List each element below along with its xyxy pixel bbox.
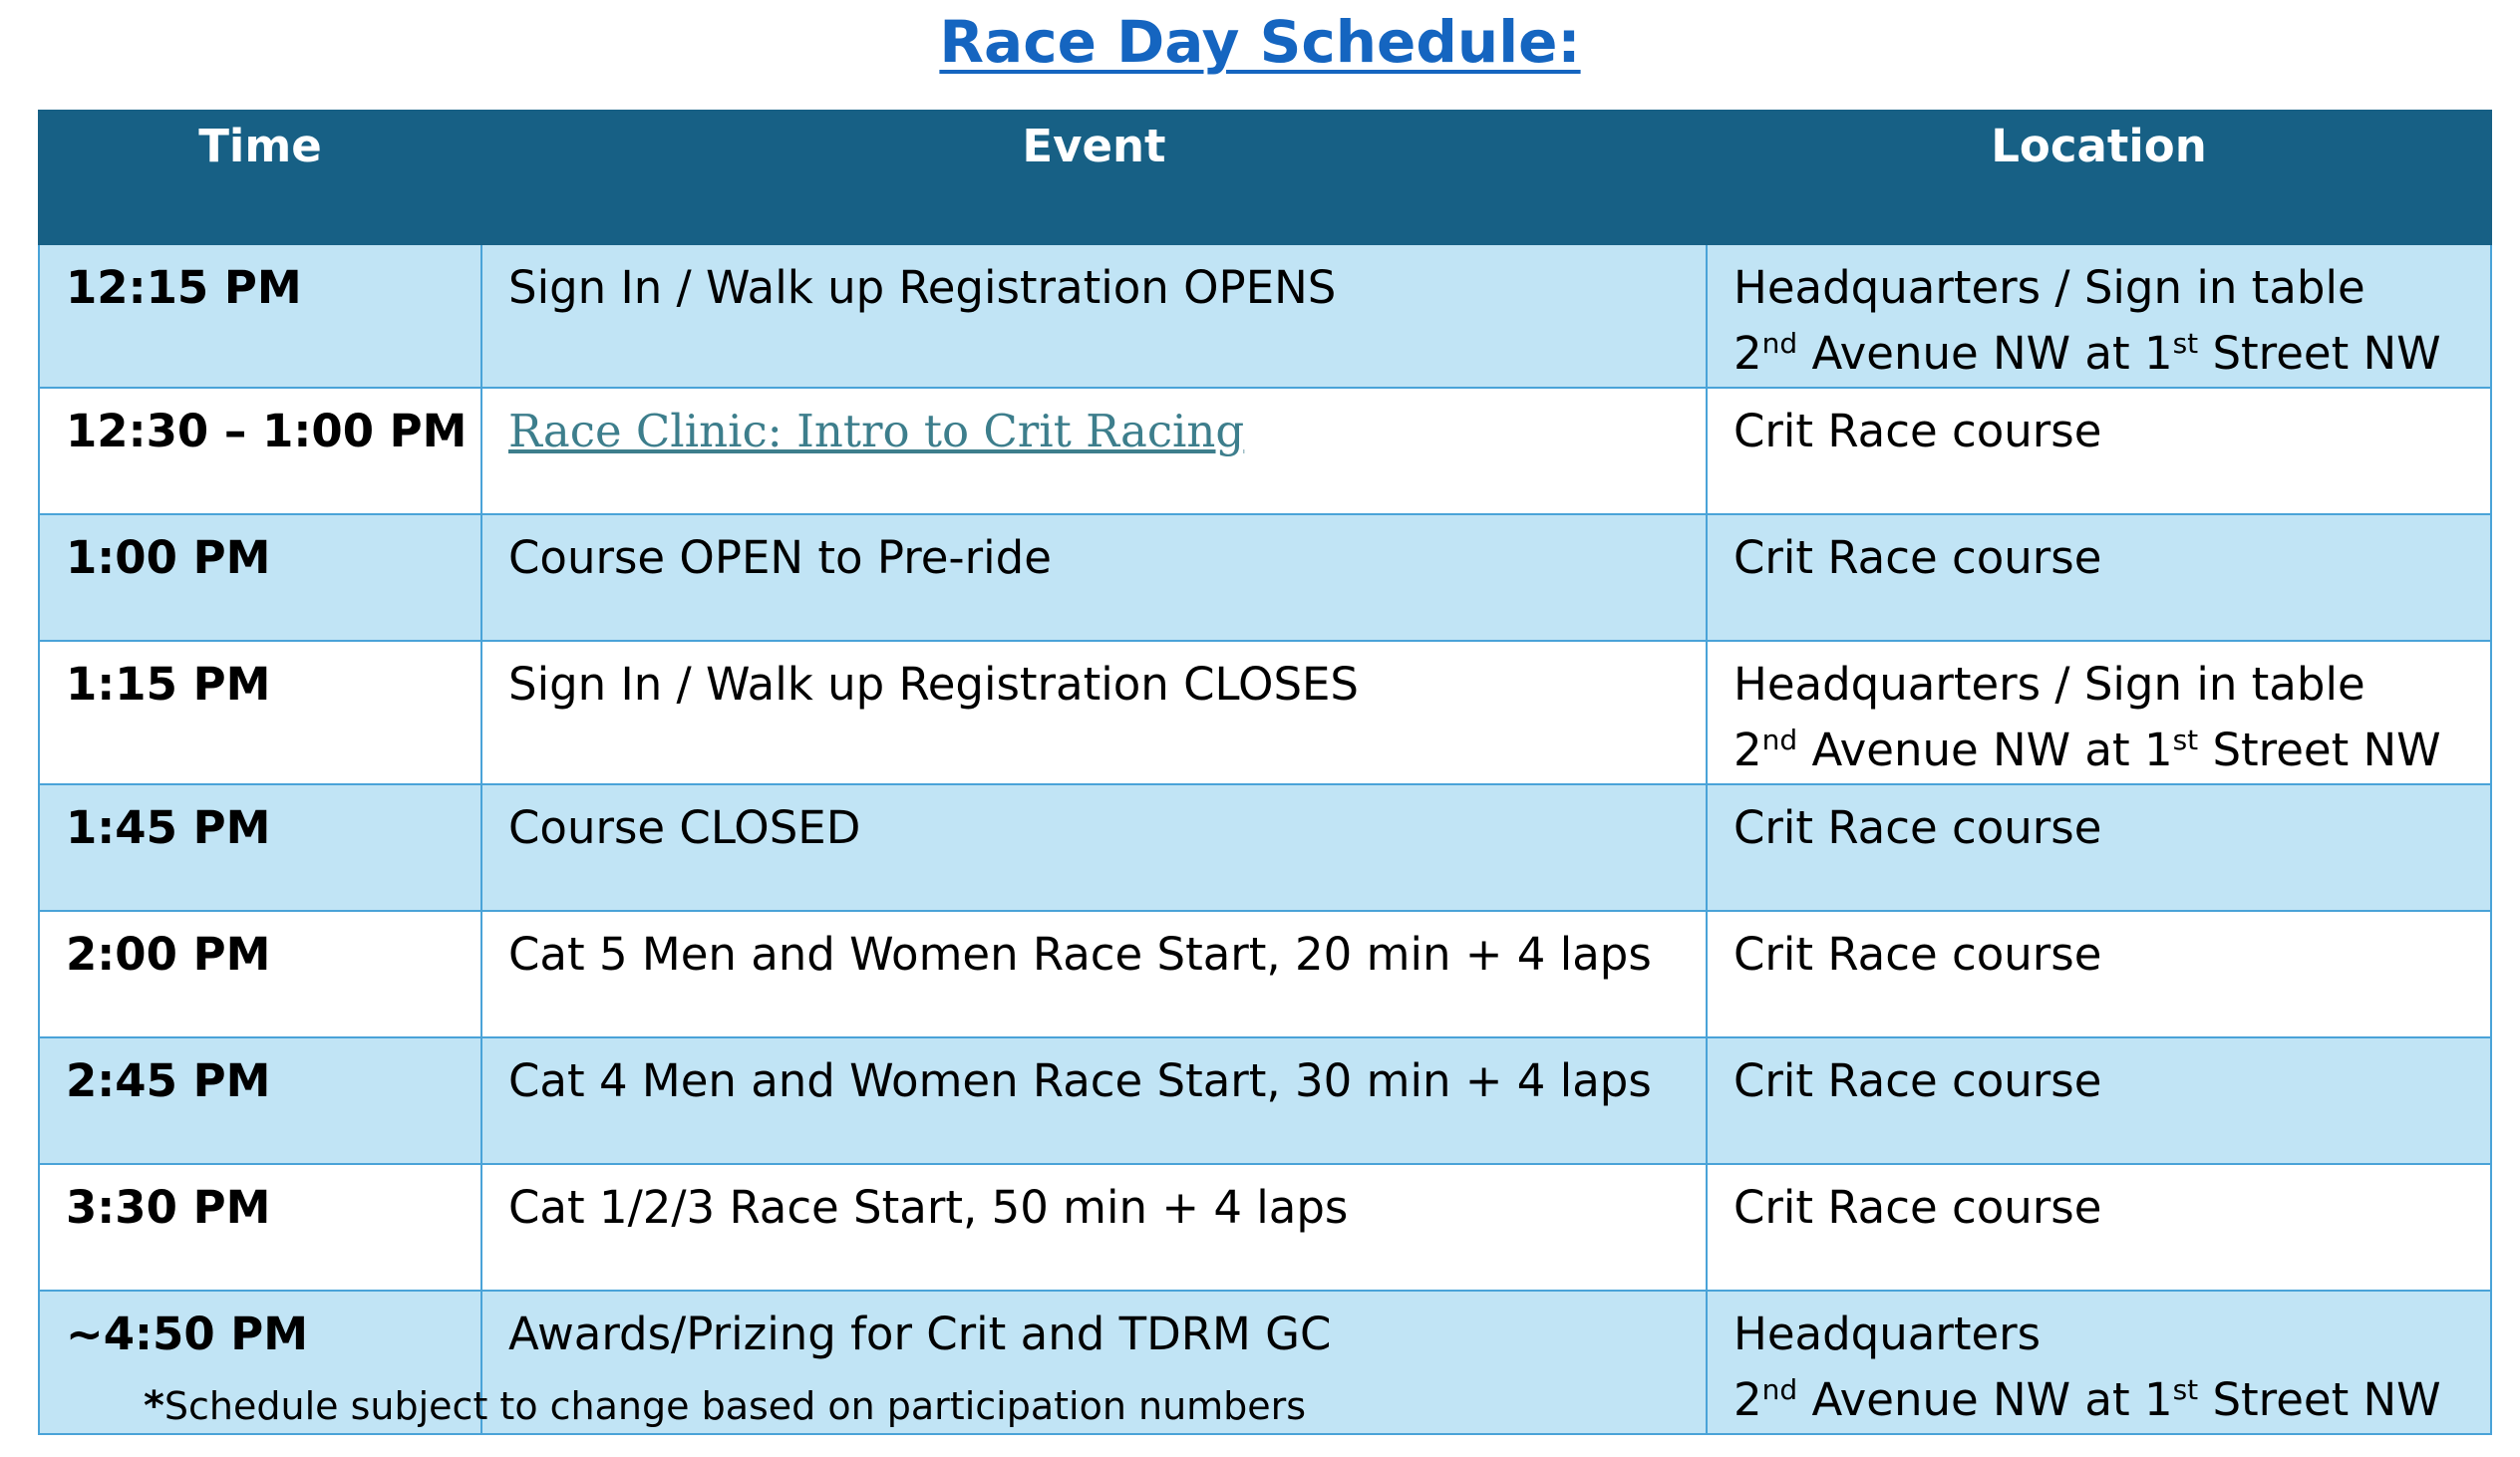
location-cell — [1707, 641, 2491, 784]
event-cell: Sign In / Walk up Registration OPENS — [481, 244, 1707, 388]
location-address: 2nd Avenue NW at 1st Street NW — [1733, 327, 2441, 380]
table-row — [39, 1037, 2491, 1164]
time-cell: ~4:50 PM — [39, 1291, 481, 1434]
event-cell — [481, 388, 1707, 514]
location-line: Headquarters / Sign in table — [1733, 261, 2365, 314]
location-cell: Crit Race course — [1707, 911, 2491, 1037]
location-cell: Crit Race course — [1707, 388, 2491, 514]
footnote-asterisk: * — [144, 1383, 164, 1429]
schedule-table — [38, 110, 2492, 1435]
time-cell: 12:15 PM — [39, 244, 481, 388]
time-cell: 1:00 PM — [39, 514, 481, 641]
location-address: 2nd Avenue NW at 1st Street NW — [1733, 1373, 2441, 1426]
table-row — [39, 641, 2491, 784]
location-cell: Crit Race course — [1707, 784, 2491, 911]
header-time: Time — [39, 111, 481, 244]
location-cell: Crit Race course — [1707, 514, 2491, 641]
location-line: Headquarters / Sign in table — [1733, 658, 2365, 711]
page-title: Race Day Schedule: — [939, 8, 1581, 76]
table-row — [39, 1164, 2491, 1291]
table-row — [39, 911, 2491, 1037]
table-row — [39, 388, 2491, 514]
event-cell: Cat 5 Men and Women Race Start, 20 min + 4 laps — [481, 911, 1707, 1037]
location-cell — [1707, 1291, 2491, 1434]
time-cell: 1:45 PM — [39, 784, 481, 911]
location-line: Headquarters — [1733, 1308, 2042, 1360]
time-cell: 3:30 PM — [39, 1164, 481, 1291]
header-row — [39, 111, 2491, 244]
table-row — [39, 784, 2491, 911]
footnote-text: Schedule subject to change based on participation numbers — [163, 1384, 1307, 1428]
location-cell — [1707, 244, 2491, 388]
race-clinic-link[interactable]: Race Clinic: Intro to Crit Racing — [508, 405, 1245, 457]
header-location: Location — [1707, 111, 2491, 244]
event-cell: Course CLOSED — [481, 784, 1707, 911]
time-cell: 2:45 PM — [39, 1037, 481, 1164]
table-row — [39, 514, 2491, 641]
location-address: 2nd Avenue NW at 1st Street NW — [1733, 724, 2441, 776]
footnote — [144, 1383, 1306, 1429]
event-cell: Course OPEN to Pre-ride — [481, 514, 1707, 641]
time-cell: 2:00 PM — [39, 911, 481, 1037]
event-cell: Awards/Prizing for Crit and TDRM GC — [481, 1291, 1707, 1434]
location-cell: Crit Race course — [1707, 1164, 2491, 1291]
location-cell: Crit Race course — [1707, 1037, 2491, 1164]
event-cell: Cat 1/2/3 Race Start, 50 min + 4 laps — [481, 1164, 1707, 1291]
time-cell: 1:15 PM — [39, 641, 481, 784]
event-cell: Cat 4 Men and Women Race Start, 30 min + 4 laps — [481, 1037, 1707, 1164]
table-row — [39, 244, 2491, 388]
time-cell: 12:30 – 1:00 PM — [39, 388, 481, 514]
event-cell: Sign In / Walk up Registration CLOSES — [481, 641, 1707, 784]
header-event: Event — [481, 111, 1707, 244]
